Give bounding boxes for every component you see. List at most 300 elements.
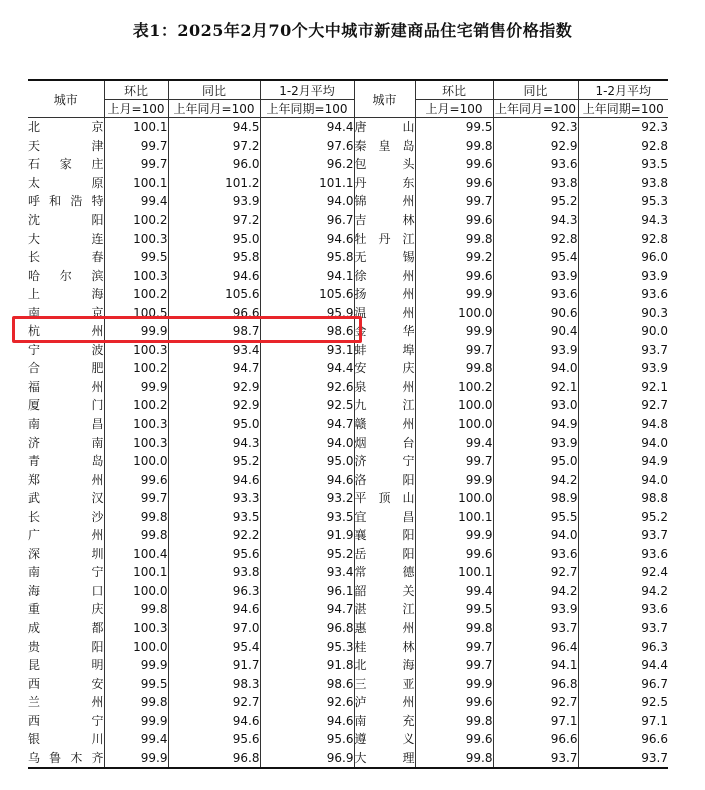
city-cell: 襄阳 — [354, 526, 415, 545]
mom-value: 99.8 — [415, 137, 493, 156]
mom-value: 99.8 — [104, 507, 168, 526]
table-row — [28, 712, 668, 731]
mom-value: 99.5 — [104, 674, 168, 693]
yoy-value: 92.7 — [493, 693, 578, 712]
yoy-value: 95.0 — [168, 415, 260, 434]
mom-value: 100.0 — [104, 582, 168, 601]
avg-value: 94.8 — [578, 415, 668, 434]
table-row — [28, 137, 668, 156]
city-cell: 杭州 — [28, 324, 104, 339]
city-cell: 吉林 — [354, 211, 415, 230]
city-cell: 唐山 — [354, 118, 415, 137]
table-row — [28, 248, 668, 267]
avg-value: 96.0 — [578, 248, 668, 267]
mom-value: 100.1 — [104, 174, 168, 193]
table-row — [28, 415, 668, 434]
avg-value: 94.0 — [260, 433, 354, 452]
city-cell: 南昌 — [28, 417, 104, 432]
yoy-value: 96.8 — [493, 674, 578, 693]
avg-value: 96.7 — [578, 674, 668, 693]
avg-value: 93.5 — [578, 155, 668, 174]
mom-value: 99.5 — [415, 118, 493, 137]
city-cell: 石家庄 — [28, 157, 104, 172]
avg-value: 96.8 — [260, 619, 354, 638]
yoy-value: 92.8 — [493, 229, 578, 248]
table-row — [28, 285, 668, 304]
yoy-value: 94.1 — [493, 656, 578, 675]
avg-value: 93.9 — [578, 359, 668, 378]
mom-value: 100.1 — [415, 507, 493, 526]
mom-value: 100.0 — [104, 452, 168, 471]
avg-value: 95.6 — [260, 730, 354, 749]
mom-value: 100.3 — [104, 266, 168, 285]
yoy-value: 92.9 — [493, 137, 578, 156]
city-cell: 安庆 — [354, 359, 415, 378]
mom-value: 99.8 — [415, 229, 493, 248]
mom-value: 99.8 — [104, 693, 168, 712]
mom-value: 99.6 — [415, 174, 493, 193]
yoy-value: 95.4 — [168, 637, 260, 656]
mom-value: 100.2 — [104, 396, 168, 415]
table-row — [28, 637, 668, 656]
avg-value: 94.7 — [260, 415, 354, 434]
table-row — [28, 266, 668, 285]
yoy-value: 105.6 — [168, 285, 260, 304]
mom-value: 99.6 — [415, 730, 493, 749]
city-cell: 包头 — [354, 155, 415, 174]
avg-value: 94.7 — [260, 600, 354, 619]
yoy-value: 92.2 — [168, 526, 260, 545]
mom-value: 100.0 — [415, 415, 493, 434]
yoy-value: 93.9 — [168, 192, 260, 211]
yoy-value: 94.0 — [493, 359, 578, 378]
city-cell: 无锡 — [354, 248, 415, 267]
table-row — [28, 489, 668, 508]
yoy-value: 96.8 — [168, 749, 260, 769]
yoy-value: 93.0 — [493, 396, 578, 415]
avg-value: 93.6 — [578, 600, 668, 619]
table-row — [28, 749, 668, 769]
city-cell: 宜昌 — [354, 507, 415, 526]
yoy-value: 98.9 — [493, 489, 578, 508]
mom-value: 100.1 — [415, 563, 493, 582]
avg-value: 95.0 — [260, 452, 354, 471]
city-cell: 平顶山 — [354, 489, 415, 508]
avg-value: 94.4 — [578, 656, 668, 675]
city-cell: 合肥 — [28, 361, 104, 376]
yoy-value: 93.6 — [493, 545, 578, 564]
yoy-value: 96.6 — [493, 730, 578, 749]
avg-value: 94.0 — [578, 470, 668, 489]
city-cell: 南京 — [28, 305, 104, 320]
city-cell: 乌鲁木齐 — [28, 749, 104, 769]
avg-value: 93.6 — [578, 285, 668, 304]
mom-value: 99.7 — [415, 192, 493, 211]
mom-value: 99.9 — [415, 470, 493, 489]
mom-value: 99.9 — [104, 378, 168, 397]
table-row — [28, 341, 668, 360]
avg-value: 95.3 — [578, 192, 668, 211]
mom-value: 99.9 — [104, 749, 168, 769]
table-body — [28, 118, 668, 769]
table-row — [28, 155, 668, 174]
city-cell: 赣州 — [354, 415, 415, 434]
city-cell: 青岛 — [28, 454, 104, 469]
city-cell: 济宁 — [354, 452, 415, 471]
avg-value: 94.3 — [578, 211, 668, 230]
header-mom-base-right: 上月=100 — [415, 100, 493, 118]
mom-value: 100.2 — [104, 359, 168, 378]
table-row — [28, 118, 668, 137]
mom-value: 99.4 — [104, 730, 168, 749]
table-row — [28, 433, 668, 452]
mom-value: 100.3 — [104, 341, 168, 360]
yoy-value: 98.7 — [168, 322, 260, 341]
avg-value: 101.1 — [260, 174, 354, 193]
avg-value: 92.3 — [578, 118, 668, 137]
yoy-value: 94.6 — [168, 266, 260, 285]
mom-value: 99.7 — [104, 137, 168, 156]
yoy-value: 93.9 — [493, 600, 578, 619]
city-cell: 烟台 — [354, 433, 415, 452]
table-row — [28, 563, 668, 582]
avg-value: 91.8 — [260, 656, 354, 675]
avg-value: 94.6 — [260, 470, 354, 489]
city-cell: 郑州 — [28, 472, 104, 487]
avg-value: 95.3 — [260, 637, 354, 656]
yoy-value: 95.8 — [168, 248, 260, 267]
mom-value: 99.7 — [415, 341, 493, 360]
city-cell: 兰州 — [28, 695, 104, 710]
mom-value: 99.2 — [415, 248, 493, 267]
avg-value: 94.1 — [260, 266, 354, 285]
mom-value: 100.2 — [104, 285, 168, 304]
city-cell: 成都 — [28, 621, 104, 636]
avg-value: 94.0 — [578, 433, 668, 452]
avg-value: 91.9 — [260, 526, 354, 545]
city-cell: 桂林 — [354, 637, 415, 656]
mom-value: 100.3 — [104, 229, 168, 248]
mom-value: 99.9 — [104, 656, 168, 675]
table-row — [28, 600, 668, 619]
city-cell: 北京 — [28, 120, 104, 135]
mom-value: 99.7 — [104, 155, 168, 174]
avg-value: 93.7 — [578, 341, 668, 360]
mom-value: 100.4 — [104, 545, 168, 564]
yoy-value: 92.1 — [493, 378, 578, 397]
avg-value: 93.7 — [578, 619, 668, 638]
avg-value: 95.8 — [260, 248, 354, 267]
table-title: 表1：2025年2月70个大中城市新建商品住宅销售价格指数 — [132, 21, 573, 40]
table-row — [28, 229, 668, 248]
city-cell: 扬州 — [354, 285, 415, 304]
yoy-value: 94.3 — [493, 211, 578, 230]
avg-value: 94.9 — [578, 452, 668, 471]
city-cell: 昆明 — [28, 658, 104, 673]
mom-value: 99.4 — [104, 192, 168, 211]
yoy-value: 93.7 — [493, 749, 578, 769]
mom-value: 99.8 — [415, 359, 493, 378]
yoy-value: 94.2 — [493, 470, 578, 489]
yoy-value: 94.3 — [168, 433, 260, 452]
yoy-value: 97.1 — [493, 712, 578, 731]
yoy-value: 94.9 — [493, 415, 578, 434]
avg-value: 95.2 — [260, 545, 354, 564]
header-avg-base-right: 上年同期=100 — [578, 100, 668, 118]
yoy-value: 93.9 — [493, 433, 578, 452]
avg-value: 92.6 — [260, 378, 354, 397]
mom-value: 100.3 — [104, 433, 168, 452]
city-cell: 湛江 — [354, 600, 415, 619]
mom-value: 99.9 — [415, 674, 493, 693]
table-row — [28, 322, 668, 341]
yoy-value: 95.5 — [493, 507, 578, 526]
header-yoy-base-right: 上年同月=100 — [493, 100, 578, 118]
avg-value: 93.9 — [578, 266, 668, 285]
city-cell: 武汉 — [28, 491, 104, 506]
avg-value: 98.6 — [260, 322, 354, 341]
avg-value: 93.6 — [578, 545, 668, 564]
city-cell: 泉州 — [354, 378, 415, 397]
yoy-value: 93.6 — [493, 285, 578, 304]
yoy-value: 93.4 — [168, 341, 260, 360]
avg-value: 93.7 — [578, 526, 668, 545]
table-row — [28, 378, 668, 397]
avg-value: 92.8 — [578, 137, 668, 156]
city-cell: 上海 — [28, 287, 104, 302]
mom-value: 99.8 — [415, 712, 493, 731]
avg-value: 94.2 — [578, 582, 668, 601]
mom-value: 99.6 — [104, 470, 168, 489]
table-row — [28, 452, 668, 471]
table-row — [28, 396, 668, 415]
city-cell: 洛阳 — [354, 470, 415, 489]
mom-value: 99.9 — [104, 712, 168, 731]
yoy-value: 94.7 — [168, 359, 260, 378]
city-cell: 惠州 — [354, 619, 415, 638]
yoy-value: 90.4 — [493, 322, 578, 341]
avg-value: 94.6 — [260, 229, 354, 248]
city-cell: 沈阳 — [28, 213, 104, 227]
yoy-value: 94.0 — [493, 526, 578, 545]
yoy-value: 97.2 — [168, 211, 260, 230]
city-cell: 岳阳 — [354, 545, 415, 564]
price-index-table — [28, 79, 668, 769]
yoy-value: 92.9 — [168, 378, 260, 397]
yoy-value: 96.6 — [168, 303, 260, 322]
yoy-value: 90.6 — [493, 303, 578, 322]
mom-value: 99.6 — [415, 211, 493, 230]
city-cell: 济南 — [28, 435, 104, 450]
city-cell: 南宁 — [28, 565, 104, 580]
city-cell: 大连 — [28, 231, 104, 246]
mom-value: 99.7 — [415, 637, 493, 656]
mom-value: 99.7 — [415, 452, 493, 471]
avg-value: 105.6 — [260, 285, 354, 304]
mom-value: 99.6 — [415, 545, 493, 564]
city-cell: 遵义 — [354, 730, 415, 749]
avg-value: 94.6 — [260, 712, 354, 731]
yoy-value: 96.0 — [168, 155, 260, 174]
city-cell: 贵阳 — [28, 639, 104, 654]
table-row — [28, 656, 668, 675]
avg-value: 95.2 — [578, 507, 668, 526]
avg-value: 92.5 — [260, 396, 354, 415]
mom-value: 100.2 — [104, 211, 168, 230]
avg-value: 96.9 — [260, 749, 354, 769]
avg-value: 92.4 — [578, 563, 668, 582]
city-cell: 锦州 — [354, 192, 415, 211]
avg-value: 93.7 — [578, 749, 668, 769]
city-cell: 银川 — [28, 732, 104, 747]
avg-value: 93.1 — [260, 341, 354, 360]
yoy-value: 95.2 — [168, 452, 260, 471]
city-cell: 温州 — [354, 303, 415, 322]
city-cell: 蚌埠 — [354, 341, 415, 360]
table-row — [28, 674, 668, 693]
yoy-value: 91.7 — [168, 656, 260, 675]
avg-value: 92.6 — [260, 693, 354, 712]
header-city-left: 城市 — [28, 80, 104, 118]
table-row — [28, 192, 668, 211]
avg-value: 96.6 — [578, 730, 668, 749]
avg-value: 98.6 — [260, 674, 354, 693]
table-row — [28, 526, 668, 545]
table-row — [28, 359, 668, 378]
avg-value: 94.4 — [260, 118, 354, 137]
yoy-value: 94.6 — [168, 712, 260, 731]
header-mom-left: 环比 — [104, 80, 168, 100]
mom-value: 99.7 — [415, 656, 493, 675]
yoy-value: 93.7 — [493, 619, 578, 638]
yoy-value: 96.3 — [168, 582, 260, 601]
mom-value: 99.6 — [415, 693, 493, 712]
table-row — [28, 545, 668, 564]
mom-value: 99.8 — [415, 749, 493, 769]
yoy-value: 93.8 — [493, 174, 578, 193]
yoy-value: 92.9 — [168, 396, 260, 415]
yoy-value: 101.2 — [168, 174, 260, 193]
city-cell: 常德 — [354, 563, 415, 582]
header-avg-base-left: 上年同期=100 — [260, 100, 354, 118]
city-cell: 三亚 — [354, 674, 415, 693]
header-yoy-left: 同比 — [168, 80, 260, 100]
mom-value: 99.9 — [415, 322, 493, 341]
mom-value: 100.0 — [104, 637, 168, 656]
yoy-value: 95.2 — [493, 192, 578, 211]
header-mom-base-left: 上月=100 — [104, 100, 168, 118]
mom-value: 100.0 — [415, 303, 493, 322]
avg-value: 93.5 — [260, 507, 354, 526]
avg-value: 96.1 — [260, 582, 354, 601]
city-cell: 徐州 — [354, 266, 415, 285]
avg-value: 96.2 — [260, 155, 354, 174]
avg-value: 95.9 — [260, 303, 354, 322]
mom-value: 100.3 — [104, 619, 168, 638]
avg-value: 94.4 — [260, 359, 354, 378]
city-cell: 海口 — [28, 583, 104, 598]
mom-value: 100.0 — [415, 396, 493, 415]
city-cell: 天津 — [28, 138, 104, 153]
mom-value: 99.8 — [415, 619, 493, 638]
yoy-value: 93.3 — [168, 489, 260, 508]
mom-value: 99.4 — [415, 433, 493, 452]
avg-value: 97.1 — [578, 712, 668, 731]
header-yoy-right: 同比 — [493, 80, 578, 100]
yoy-value: 94.6 — [168, 600, 260, 619]
mom-value: 99.8 — [104, 600, 168, 619]
mom-value: 100.5 — [104, 303, 168, 322]
header-yoy-base-left: 上年同月=100 — [168, 100, 260, 118]
table-row — [28, 693, 668, 712]
city-cell: 厦门 — [28, 398, 104, 413]
yoy-value: 94.6 — [168, 470, 260, 489]
mom-value: 99.8 — [104, 526, 168, 545]
avg-value: 92.5 — [578, 693, 668, 712]
city-cell: 呼和浩特 — [28, 194, 104, 209]
header-avg-right: 1-2月平均 — [578, 80, 668, 100]
yoy-value: 93.8 — [168, 563, 260, 582]
mom-value: 100.1 — [104, 118, 168, 137]
city-cell: 宁波 — [28, 342, 104, 357]
city-cell: 重庆 — [28, 602, 104, 617]
city-cell: 金华 — [354, 322, 415, 341]
mom-value: 99.9 — [415, 526, 493, 545]
avg-value: 97.6 — [260, 137, 354, 156]
mom-value: 99.5 — [104, 248, 168, 267]
header-avg-left: 1-2月平均 — [260, 80, 354, 100]
city-cell: 大理 — [354, 749, 415, 769]
city-cell: 西安 — [28, 676, 104, 691]
table-row — [28, 619, 668, 638]
avg-value: 92.8 — [578, 229, 668, 248]
avg-value: 93.4 — [260, 563, 354, 582]
yoy-value: 97.2 — [168, 137, 260, 156]
city-cell: 南充 — [354, 712, 415, 731]
avg-value: 98.8 — [578, 489, 668, 508]
table-row — [28, 174, 668, 193]
table-row — [28, 211, 668, 230]
mom-value: 99.7 — [104, 489, 168, 508]
yoy-value: 93.5 — [168, 507, 260, 526]
city-cell: 牡丹江 — [354, 229, 415, 248]
avg-value: 93.8 — [578, 174, 668, 193]
city-cell: 哈尔滨 — [28, 268, 104, 283]
table-row — [28, 730, 668, 749]
city-cell: 太原 — [28, 175, 104, 190]
city-cell: 韶关 — [354, 582, 415, 601]
city-cell: 九江 — [354, 396, 415, 415]
table-row — [28, 470, 668, 489]
avg-value: 93.2 — [260, 489, 354, 508]
city-cell: 西宁 — [28, 713, 104, 728]
avg-value: 92.1 — [578, 378, 668, 397]
yoy-value: 96.4 — [493, 637, 578, 656]
yoy-value: 97.0 — [168, 619, 260, 638]
yoy-value: 94.2 — [493, 582, 578, 601]
mom-value: 99.6 — [415, 266, 493, 285]
yoy-value: 95.0 — [168, 229, 260, 248]
avg-value: 96.7 — [260, 211, 354, 230]
city-cell: 长沙 — [28, 509, 104, 524]
table-row — [28, 303, 668, 322]
yoy-value: 93.9 — [493, 266, 578, 285]
mom-value: 99.9 — [104, 322, 168, 341]
yoy-value: 92.7 — [168, 693, 260, 712]
header-city-right: 城市 — [354, 80, 415, 118]
city-cell: 丹东 — [354, 174, 415, 193]
avg-value: 92.7 — [578, 396, 668, 415]
